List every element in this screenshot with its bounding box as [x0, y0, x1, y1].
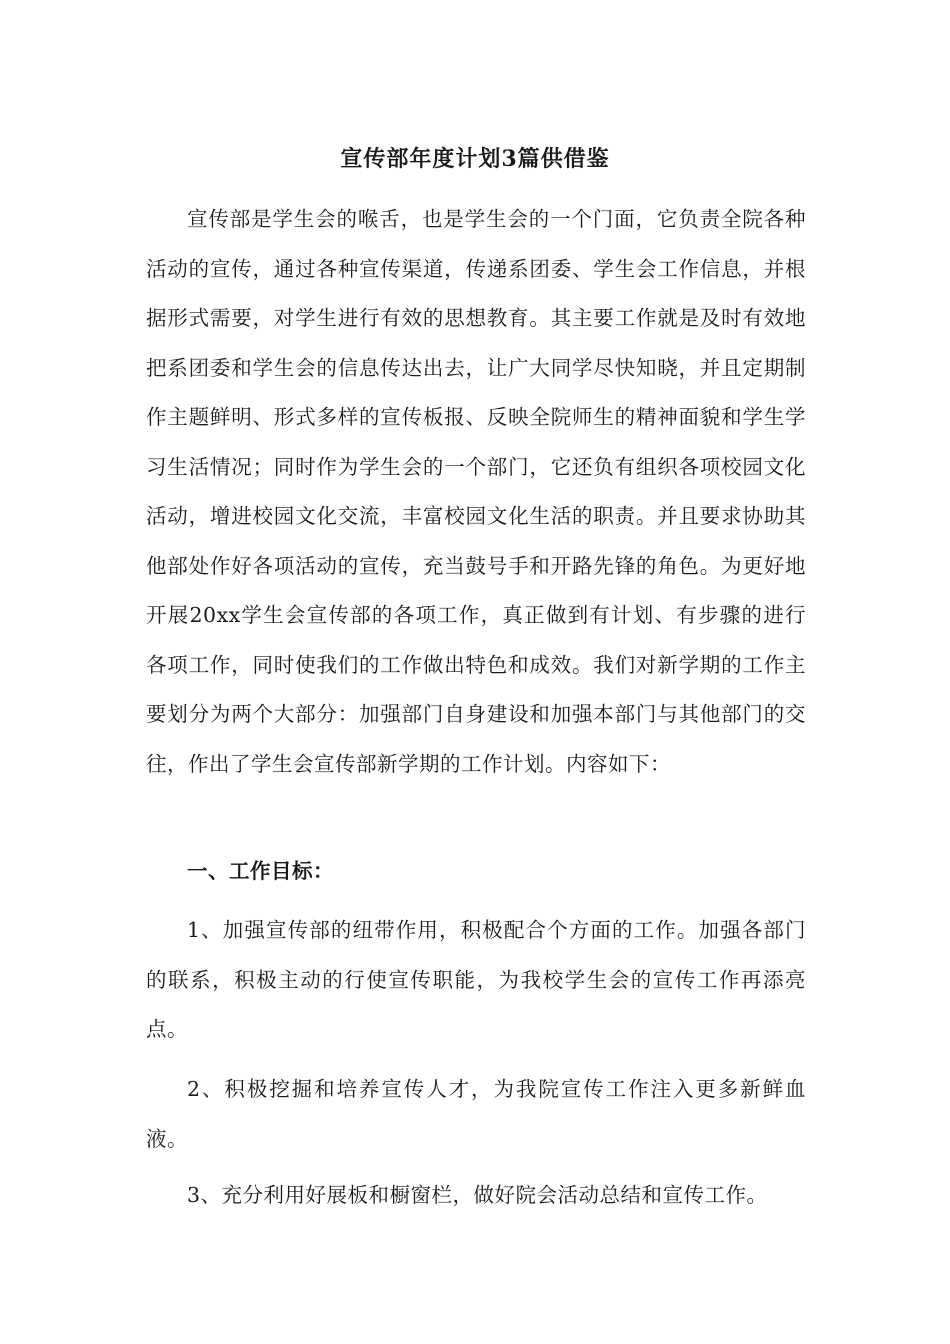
- list-item-1: [146, 906, 806, 1055]
- list-item-text: 2、积极挖掘和培养宣传人才，为我院宣传工作注入更多新鲜血液。: [146, 1077, 806, 1151]
- list-item-text: 1、加强宣传部的纽带作用，积极配合个方面的工作。加强各部门的联系，积极主动的行使宣传职能，为我校学生会的宣传工作再添亮点。: [146, 918, 806, 1041]
- list-item-text: 3、充分利用好展板和橱窗栏，做好院会活动总结和宣传工作。: [187, 1183, 768, 1207]
- list-item-2: [146, 1065, 806, 1164]
- intro-paragraph: 宣传部是学生会的喉舌，也是学生会的一个门面，它负责全院各种活动的宣传，通过各种宣传渠道，传递系团委、学生会工作信息，并根据形式需要，对学生进行有效的思想教育。其主要工作就是及时有效地把系团委和学生会的信息传达出去，让广大同学尽快知晓，并且定期制作主题鲜明、形式多样的宣传板报、反映全院师生的精神面貌和学生学习生活情况；同时作为学生会的一个部门，它还负有组织各项校园文化活动，增进校园文化交流，丰富校园文化生活的职责。并且要求协助其他部处作好各项活动的宣传，充当鼓号手和开路先锋的角色。为更好地开展20xx学生会宣传部的各项工作，真正做到有计划、有步骤的进行各项工作，同时使我们的工作做出特色和成效。我们对新学期的工作主要划分为两个大部分：加强部门自身建设和加强本部门与其他部门的交往，作出了学生会宣传部新学期的工作计划。内容如下：: [146, 207, 806, 776]
- intro-paragraph-block: [146, 195, 806, 789]
- list-item-3: [146, 1171, 806, 1221]
- section-heading-block: [146, 847, 806, 897]
- document-title: 宣传部年度计划3篇供借鉴: [340, 146, 610, 172]
- section-heading: 一、工作目标：: [187, 859, 334, 883]
